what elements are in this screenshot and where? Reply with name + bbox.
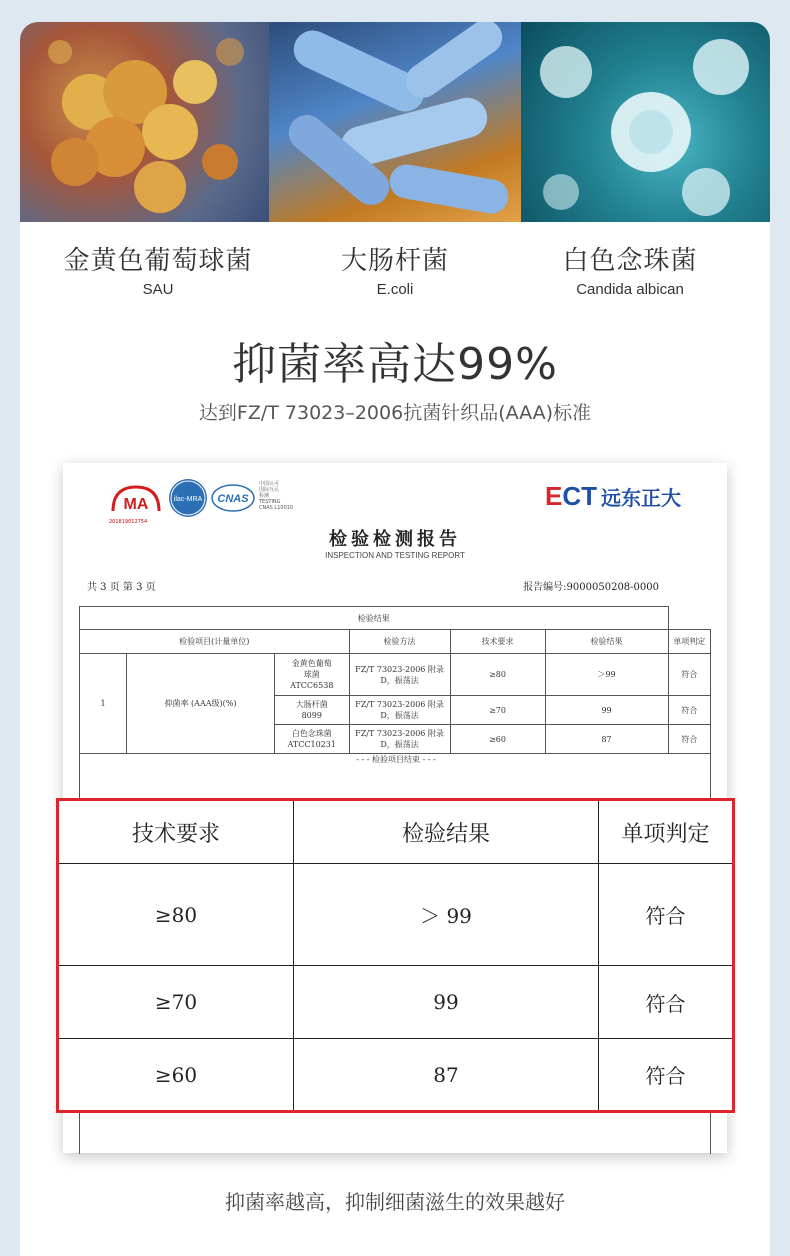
table-row [59,966,733,1039]
ect-logo-cn: 远东正大 [601,486,681,510]
candida-name-cn: 白色念珠菌 [562,246,698,276]
ect-brand-logo [545,481,681,512]
candida-bacteria-image [521,22,770,222]
result-cell: ＞99 [545,654,668,696]
report-title: 检验检测报告 [329,529,461,550]
report-page-count: 共 3 页 第 3 页 [87,582,156,593]
zoom-header-result: 检验结果 [294,801,599,864]
zoom-header-row [59,801,733,864]
result-cell: 99 [545,696,668,725]
requirement-cell: ≥60 [450,725,545,754]
strain-cell: 金黄色葡萄 球菌 ATCC6538 [275,654,350,696]
report-number: 报告编号:9000050208-0000 [523,582,659,593]
zoom-result-cell: 87 [294,1039,599,1111]
header-method: 检验方法 [349,630,450,654]
strain-cell: 白色念珠菌 ATCC10231 [275,725,350,754]
header-verdict: 单项判定 [668,630,710,654]
row-index: 1 [80,654,127,754]
ilac-logo-text: ilac-MRA [173,496,203,503]
candida-name-en: Candida albican [576,281,684,298]
headline: 抑菌率高达99% [232,339,558,390]
table-caption-row [80,607,711,630]
subline: 达到FZ/T 73023–2006抗菌针织品(AAA)标准 [198,402,592,424]
zoom-requirement-cell: ≥60 [59,1039,294,1111]
ecoli-name-cn: 大肠杆菌 [340,246,449,276]
candida-bacteria-illustration [521,22,770,222]
requirement-cell: ≥70 [450,696,545,725]
cnas-accreditation-text: 中国认可 国际互认 检测 TESTING CNAS L10010 [259,481,294,511]
candida-label [505,240,755,298]
method-cell: FZ/T 73023-2006 附录 D，振荡法 [349,696,450,725]
zoom-header-requirement: 技术要求 [59,801,294,864]
ect-logo-e: E [544,481,563,511]
ecoli-bacteria-image [269,22,521,222]
report-title-en: INSPECTION AND TESTING REPORT [325,551,465,560]
table-row [59,1039,733,1111]
zoom-verdict-cell: 符合 [599,966,733,1039]
ect-logo-ct: CT [562,481,597,511]
header-requirement: 技术要求 [450,630,545,654]
ma-number: 201819012754 [109,519,148,525]
verdict-cell: 符合 [668,725,710,754]
zoom-verdict-cell: 符合 [599,864,733,966]
ecoli-bacteria-illustration [269,22,521,222]
strain-cell: 大肠杆菌 8099 [275,696,350,725]
requirement-cell: ≥80 [450,654,545,696]
header-item: 检验项目(计量单位) [80,630,350,654]
row-item: 抑菌率 (AAA级)(%) [127,654,275,754]
sau-bacteria-image [20,22,269,222]
verdict-cell: 符合 [668,654,710,696]
header-result: 检验结果 [545,630,668,654]
sau-label [33,240,283,298]
sau-bacteria-illustration [20,22,269,222]
table-header-row [80,630,711,654]
table-row [59,864,733,966]
zoom-requirement-cell: ≥70 [59,966,294,1039]
table-caption: 检验结果 [80,607,669,630]
result-cell: 87 [545,725,668,754]
verdict-cell: 符合 [668,696,710,725]
zoomed-results-table [58,800,733,1111]
report-end-text: - - - 检验项目结束 - - - [356,755,436,764]
ecoli-name-en: E.coli [376,281,414,298]
method-cell: FZ/T 73023-2006 附录 D，振荡法 [349,654,450,696]
cnas-logo-icon [211,483,255,513]
table-row [80,654,711,696]
sau-name-cn: 金黄色葡萄球菌 [63,246,253,276]
cnas-logo-text: CNAS [217,493,249,505]
ilac-mra-logo-icon [169,479,207,517]
report-results-table [79,606,711,754]
ecoli-label [270,240,520,298]
zoom-requirement-cell: ≥80 [59,864,294,966]
method-cell: FZ/T 73023-2006 附录 D，振荡法 [349,725,450,754]
ma-logo-icon [109,481,163,517]
zoom-result-cell: 99 [294,966,599,1039]
footer-caption: 抑菌率越高，抑制细菌滋生的效果越好 [225,1190,565,1214]
zoom-header-verdict: 单项判定 [599,801,733,864]
sau-name-en: SAU [142,281,174,298]
zoom-result-cell: ＞ 99 [294,864,599,966]
ma-logo-text: MA [123,496,149,513]
zoom-verdict-cell: 符合 [599,1039,733,1111]
